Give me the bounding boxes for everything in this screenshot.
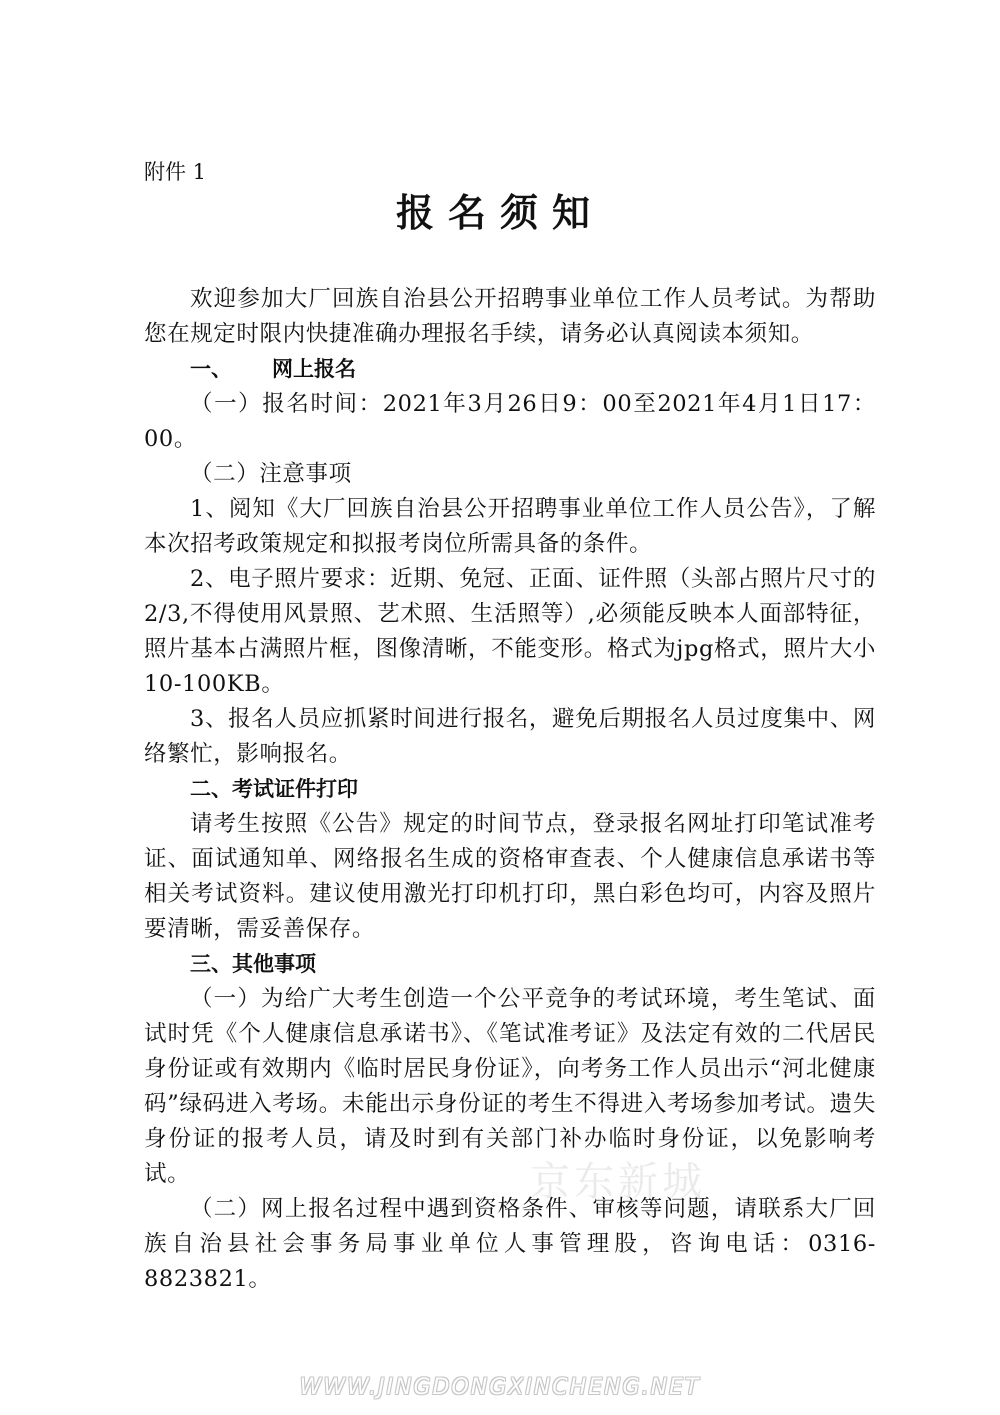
registration-time: （一）报名时间：2021年3月26日9：00至2021年4月1日17：00。 (144, 391, 876, 452)
center-watermark: 京东新城 (530, 1159, 706, 1205)
intro-paragraph: 欢迎参加大厂回族自治县公开招聘事业单位工作人员考试。为帮助您在规定时限内快捷准确办理报名手续，请务必认真阅读本须知。 (144, 286, 876, 347)
footer-watermark: WWW.JINGDONGXINCHENG.NET (299, 1375, 701, 1400)
document-body (144, 282, 876, 1297)
document-title: 报名须知 (395, 190, 604, 235)
note-1: 1、阅知《大厂回族自治县公开招聘事业单位工作人员公告》，了解本次招考政策规定和拟报考岗位所需具备的条件。 (144, 496, 876, 557)
section3-heading: 三、其他事项 (190, 952, 316, 976)
section2-text: 请考生按照《公告》规定的时间节点，登录报名网址打印笔试准考证、面试通知单、网络报名生成的资格审查表、个人健康信息承诺书等相关考试资料。建议使用激光打印机打印，黑白彩色均可，内容及照片要清晰，需妥善保存。 (144, 811, 876, 942)
notes-subheading: （二）注意事项 (190, 461, 352, 487)
section3-item-2: （二）网上报名过程中遇到资格条件、审核等问题，请联系大厂回族自治县社会事务局事业单位人事管理股，咨询电话：0316-8823821。 (144, 1196, 876, 1292)
section1-number: 一、 (190, 357, 232, 381)
section1-title: 网上报名 (272, 357, 356, 381)
section3-item-1: （一）为给广大考生创造一个公平竞争的考试环境，考生笔试、面试时凭《个人健康信息承诺书》、《笔试准考证》及法定有效的二代居民身份证或有效期内《临时居民身份证》，向考务工作人员出示“河北健康码”绿码进入考场。未能出示身份证的考生不得进入考场参加考试。遗失身份证的报考人员，请及时到有关部门补办临时身份证，以免影响考试。 (144, 986, 876, 1187)
section1-heading (144, 352, 876, 387)
attachment-label: 附件 1 (144, 160, 207, 184)
note-2: 2、电子照片要求：近期、免冠、正面、证件照（头部占照片尺寸的2/3,不得使用风景照、艺术照、生活照等）,必须能反映本人面部特征，照片基本占满照片框，图像清晰，不能变形。格式为jpg格式，照片大小10-100KB。 (144, 566, 876, 697)
note-3: 3、报名人员应抓紧时间进行报名，避免后期报名人员过度集中、网络繁忙，影响报名。 (144, 706, 876, 767)
section2-heading: 二、考试证件打印 (190, 777, 358, 801)
